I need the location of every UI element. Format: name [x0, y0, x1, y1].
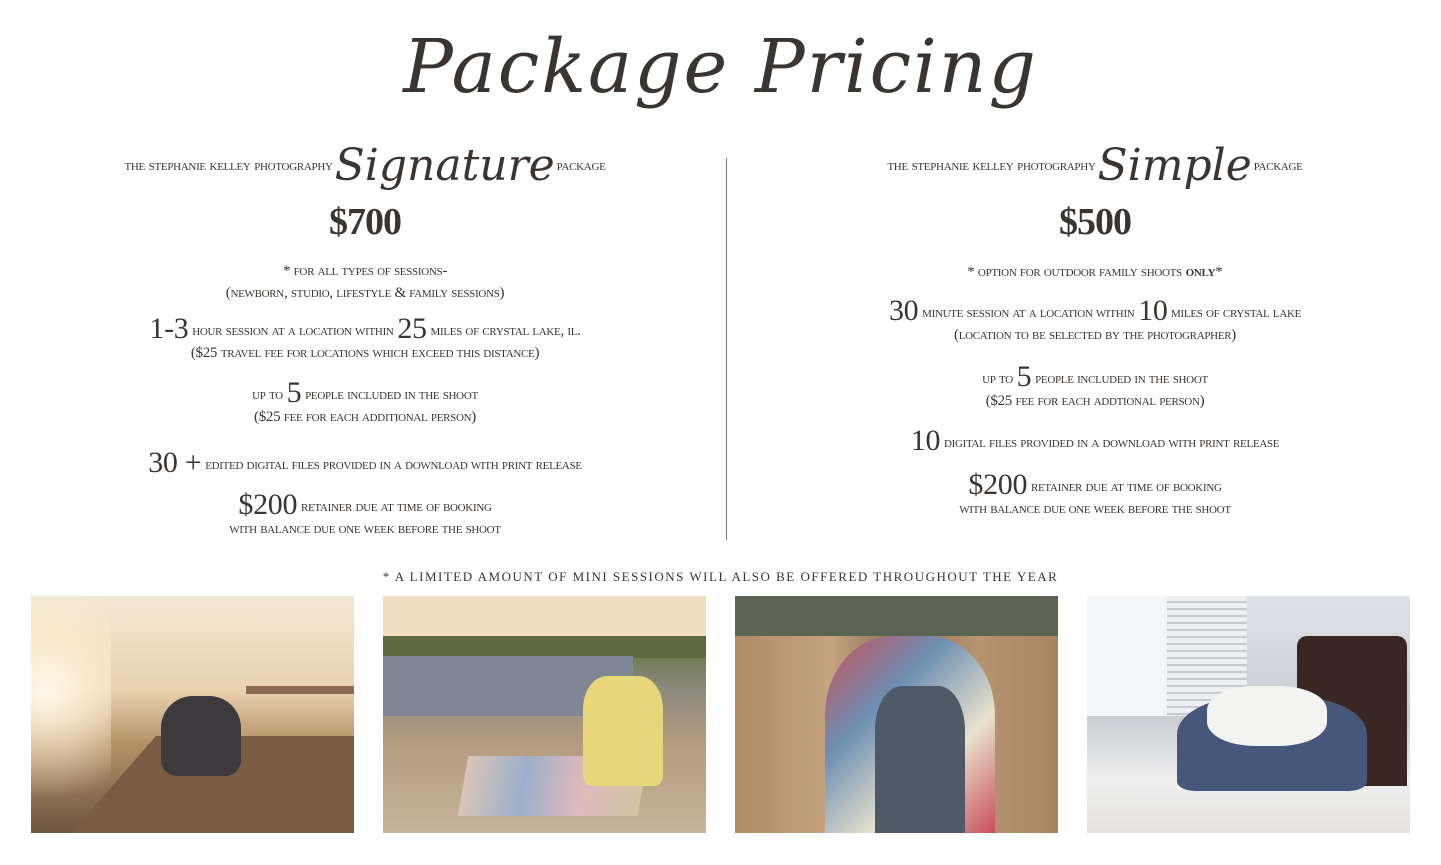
miles-text: miles of crystal lake, il.	[430, 323, 581, 339]
people-included	[20, 376, 710, 428]
package-script-name: Simple	[1097, 140, 1252, 191]
option-only: only	[1185, 264, 1216, 280]
people-included	[770, 360, 1420, 412]
retainer	[770, 468, 1420, 520]
package-suffix: package	[1253, 157, 1303, 174]
digital-files	[20, 446, 710, 479]
retainer-amount: $200	[238, 488, 298, 521]
retainer-amount: $200	[968, 468, 1028, 501]
files-text: edited digital files provided in a download with print release	[205, 457, 582, 473]
additional-person-fee: ($25 fee for each addtional person)	[985, 393, 1205, 409]
retainer	[20, 488, 710, 540]
files-number: 30 +	[148, 446, 202, 479]
people-prefix: up to	[982, 371, 1013, 387]
package-script-name: Signature	[334, 140, 555, 191]
people-number: 5	[1016, 360, 1032, 393]
minutes-text: minute session at a location within	[922, 305, 1135, 321]
package-prefix: the stephanie kelley photography	[887, 157, 1096, 174]
option-text: * option for outdoor family shoots	[967, 264, 1182, 280]
session-types-line-1: * for all types of sessions-	[282, 263, 448, 279]
photo-couple-on-bridge	[31, 596, 354, 833]
retainer-text: retainer due at time of booking	[1030, 479, 1222, 495]
simple-package-heading	[770, 140, 1420, 191]
session-length	[770, 294, 1420, 346]
travel-fee-amount: ($25	[190, 345, 218, 361]
package-prefix: the stephanie kelley photography	[124, 157, 333, 174]
miles-number: 10	[1138, 294, 1168, 327]
outdoor-option	[770, 261, 1420, 283]
location-note: (location to be selected by the photographer)	[954, 327, 1236, 343]
photo-newborn-family-in-nursery	[1087, 596, 1410, 833]
additional-person-fee: ($25 fee for each additional person)	[254, 409, 476, 425]
files-text: digital files provided in a download with print release	[943, 435, 1280, 451]
session-length	[20, 312, 710, 364]
hours-number: 1-3	[149, 312, 189, 345]
column-divider	[726, 158, 727, 540]
people-text: people included in the shoot	[305, 387, 478, 403]
signature-price: $700	[329, 201, 401, 243]
balance-text: with balance due one week before the shoot	[229, 521, 501, 537]
option-asterisk: *	[1215, 264, 1223, 280]
hours-text: hour session at a location within	[192, 323, 394, 339]
travel-fee-text: travel fee for locations which exceed this distance)	[220, 345, 540, 361]
page-title: Package Pricing	[403, 24, 1038, 110]
session-types	[20, 260, 710, 304]
balance-text: with balance due one week before the shoot	[959, 501, 1231, 517]
simple-price: $500	[1059, 201, 1131, 243]
people-prefix: up to	[252, 387, 283, 403]
people-number: 5	[286, 376, 302, 409]
files-number: 10	[910, 424, 941, 457]
mini-sessions-footnote: * A LIMITED AMOUNT OF MINI SESSIONS WILL ALSO BE OFFERED THROUGHOUT THE YEAR	[382, 569, 1059, 584]
digital-files	[770, 424, 1420, 457]
minutes-number: 30	[888, 294, 919, 327]
photo-family-on-quilt	[383, 596, 706, 833]
retainer-text: retainer due at time of booking	[300, 499, 492, 515]
photo-family-with-quilt-in-field	[735, 596, 1058, 833]
miles-number: 25	[397, 312, 427, 345]
session-types-line-2: (newborn, studio, lifestyle & family sessions)	[225, 285, 505, 301]
package-suffix: package	[556, 157, 606, 174]
miles-text: miles of crystal lake	[1167, 305, 1302, 321]
people-text: people included in the shoot	[1035, 371, 1208, 387]
signature-package-heading	[20, 140, 710, 191]
